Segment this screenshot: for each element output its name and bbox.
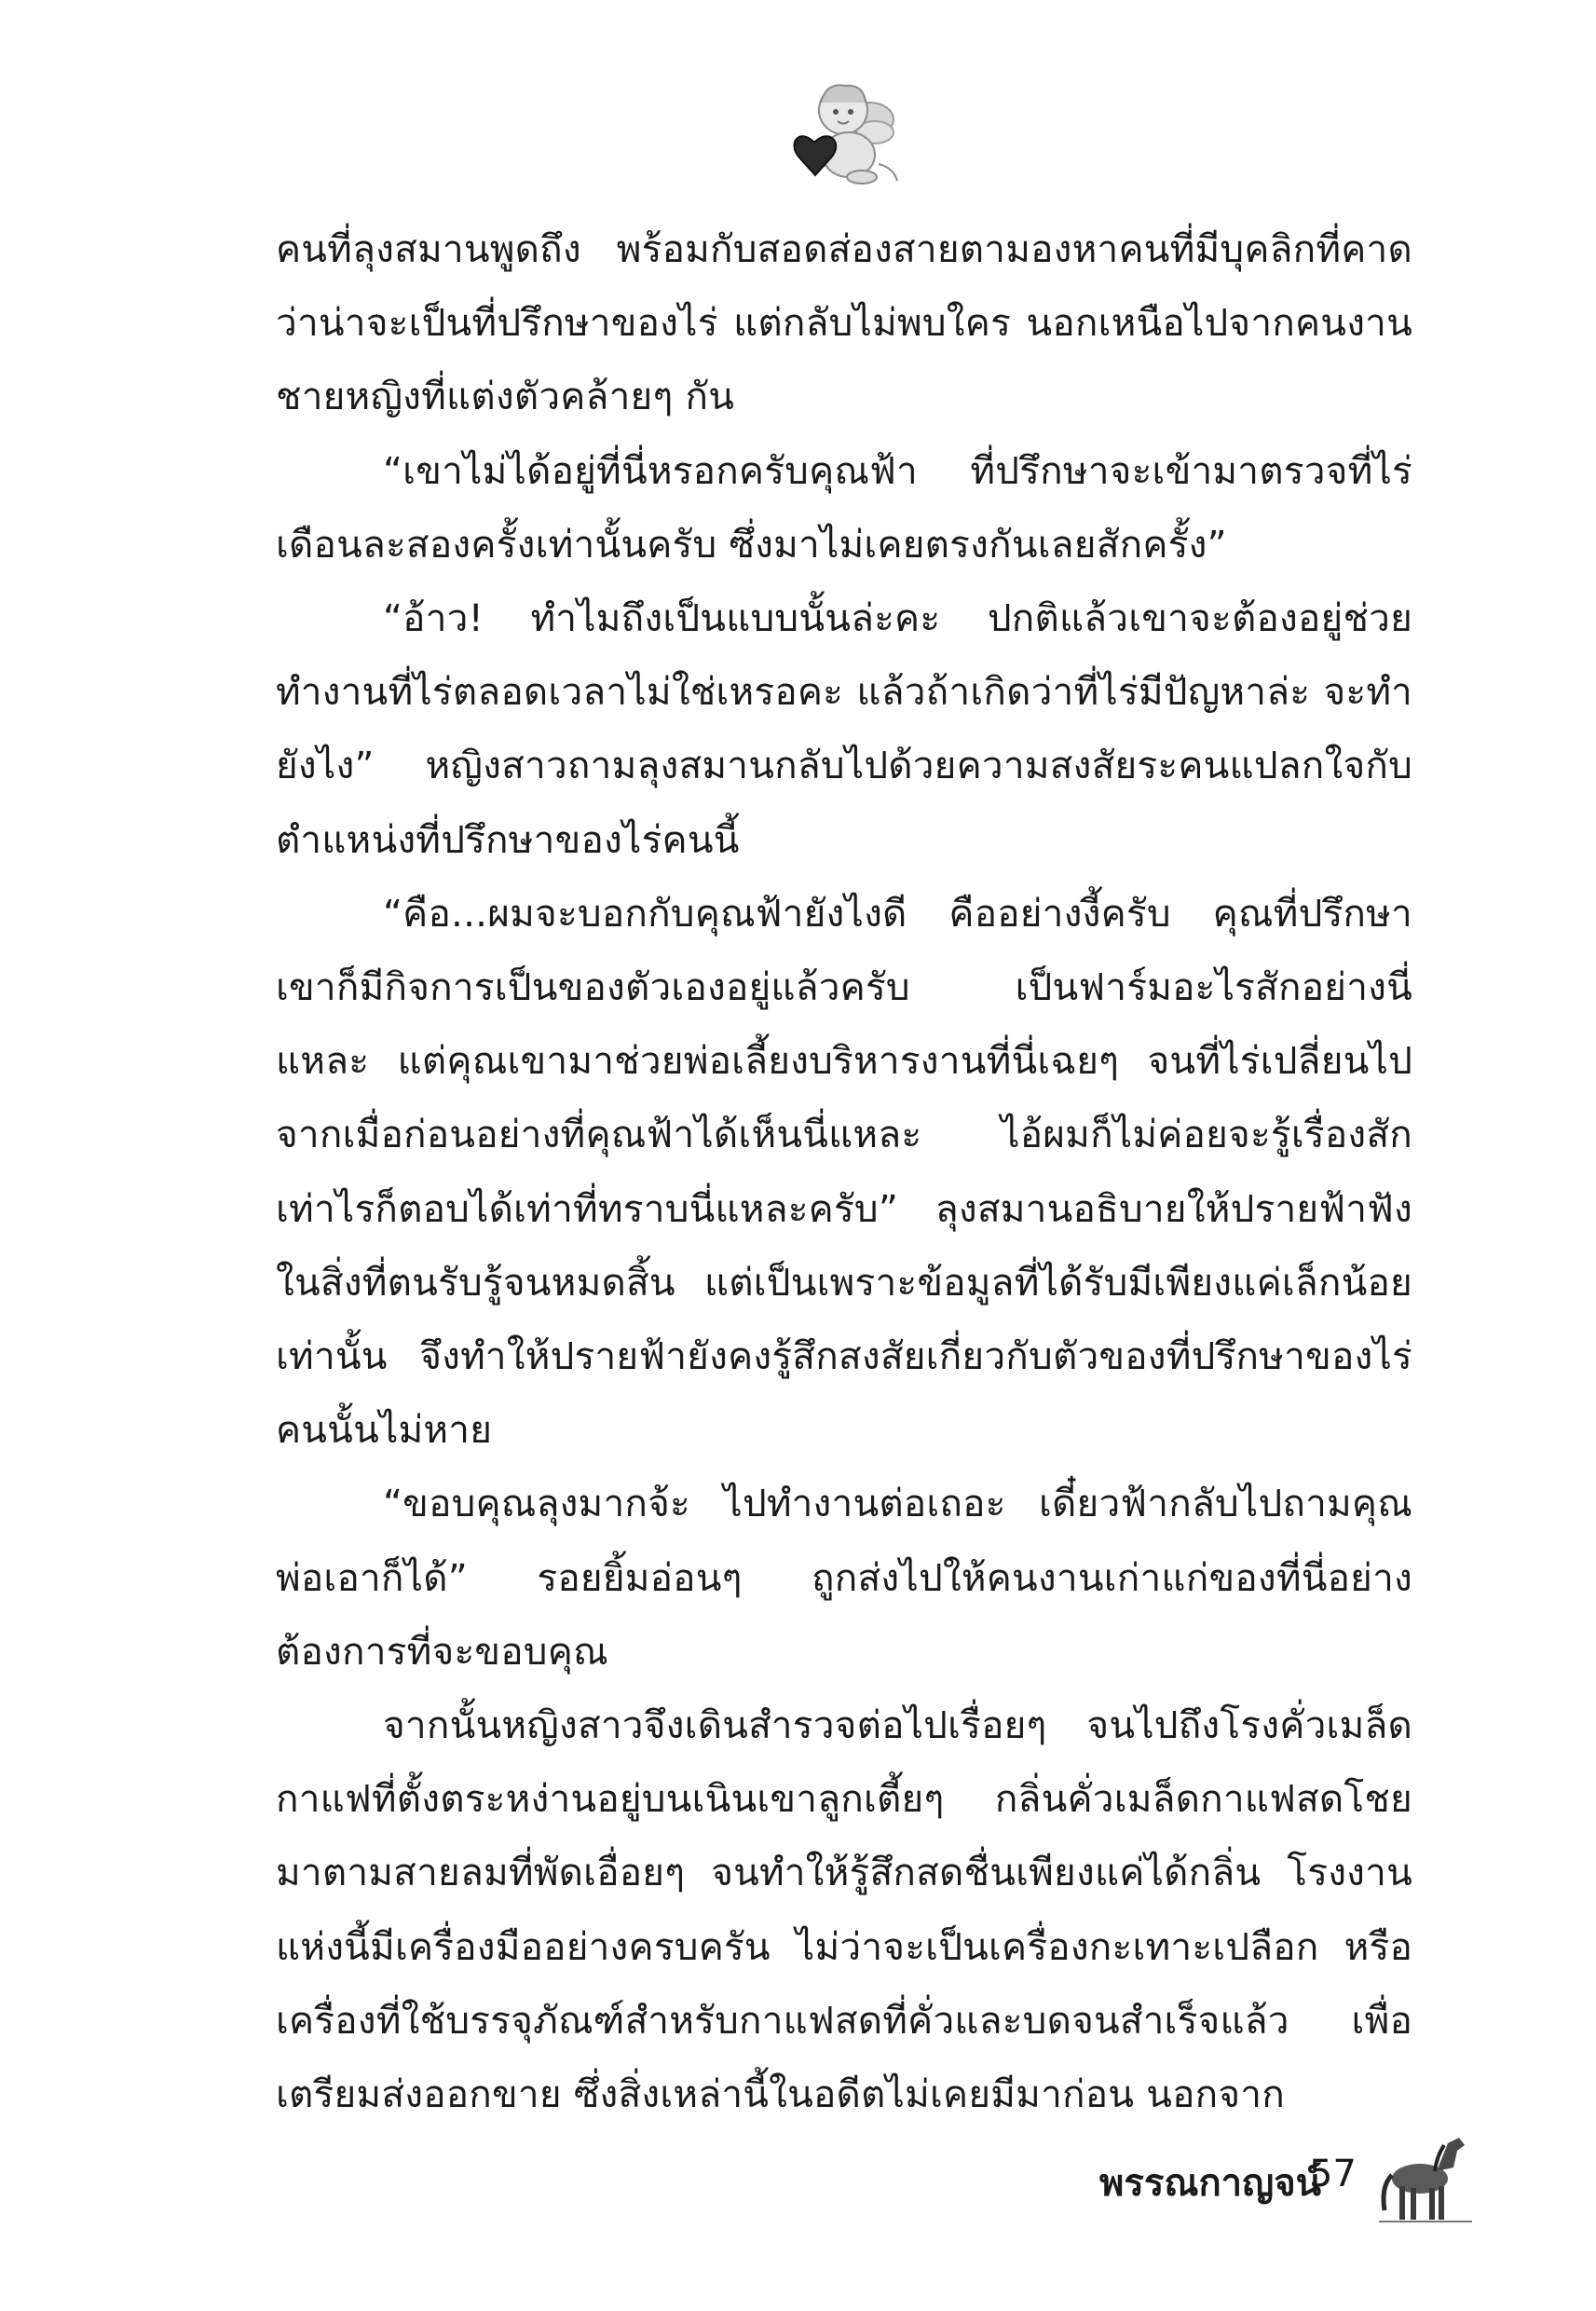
horse-icon <box>1379 2125 1472 2227</box>
paragraph: “ขอบคุณลุงมากจ้ะ ไปทำงานต่อเถอะ เดี๋ยวฟ้ากลับไปถามคุณพ่อเอาก็ได้” รอยยิ้มอ่อนๆ ถูกส่งไปให้คนงานเก่าแก่ของที่นี่อย่างต้องการที่จะขอบคุณ <box>276 1481 1412 1674</box>
paragraph: “คือ...ผมจะบอกกับคุณฟ้ายังไงดี คืออย่างงี้ครับ คุณที่ปรึกษาเขาก็มีกิจการเป็นของตัวเองอยู่แล้วครับ เป็นฟาร์มอะไรสักอย่างนี่แหละ แต่คุณเขามาช่วยพ่อเลี้ยงบริหารงานที่นี่เฉยๆ จนที่ไร่เปลี่ยนไปจากเมื่อก่อนอย่างที่คุณฟ้าได้เห็นนี่แหละ ไอ้ผมก็ไม่ค่อยจะรู้เรื่องสักเท่าไรก็ตอบได้เท่าที่ทราบนี่แหละครับ” ลุงสมานอธิบายให้ปรายฟ้าฟังในสิ่งที่ตนรับรู้จนหมดสิ้น แต่เป็นเพราะข้อมูลที่ได้รับมีเพียงแค่เล็กน้อยเท่านั้น จึงทำให้ปรายฟ้ายังคงรู้สึกสงสัยเกี่ยวกับตัวของที่ปรึกษาของไร่คนนั้นไม่หาย <box>276 890 1412 1453</box>
body-text <box>276 212 1412 2131</box>
paragraph: “เขาไม่ได้อยู่ที่นี่หรอกครับคุณฟ้า ที่ปรึกษาจะเข้ามาตรวจที่ไร่เดือนละสองครั้งเท่านั้นครับ ซึ่งมาไม่เคยตรงกันเลยสักครั้ง” <box>276 447 1412 567</box>
paragraph: “อ้าว! ทำไมถึงเป็นแบบนั้นล่ะคะ ปกติแล้วเขาจะต้องอยู่ช่วยทำงานที่ไร่ตลอดเวลาไม่ใช่เหรอคะ แล้วถ้าเกิดว่าที่ไร่มีปัญหาล่ะ จะทำยังไง” หญิงสาวถามลุงสมานกลับไปด้วยความสงสัยระคนแปลกใจกับตำแหน่งที่ปรึกษาของไร่คนนี้ <box>276 595 1412 862</box>
page-number: 57 <box>1309 2153 1357 2195</box>
page-footer <box>1099 2134 1453 2246</box>
cupid-with-heart-icon <box>778 75 908 186</box>
paragraph: จากนั้นหญิงสาวจึงเดินสำรวจต่อไปเรื่อยๆ จนไปถึงโรงคั่วเมล็ดกาแฟที่ตั้งตระหง่านอยู่บนเนินเขาลูกเตี้ยๆ กลิ่นคั่วเมล็ดกาแฟสดโชยมาตามสายลมที่พัดเอื่อยๆ จนทำให้รู้สึกสดชื่นเพียงแค่ได้กลิ่น โรงงานแห่งนี้มีเครื่องมืออย่างครบครัน ไม่ว่าจะเป็นเครื่องกะเทาะเปลือก หรือเครื่องที่ใช้บรรจุภัณฑ์สำหรับกาแฟสดที่คั่วและบดจนสำเร็จแล้ว เพื่อเตรียมส่งออกขาย ซึ่งสิ่งเหล่านี้ในอดีตไม่เคยมีมาก่อน นอกจาก <box>276 1702 1412 2117</box>
paragraph: คนที่ลุงสมานพูดถึง พร้อมกับสอดส่องสายตามองหาคนที่มีบุคลิกที่คาดว่าน่าจะเป็นที่ปรึกษาของไร่ แต่กลับไม่พบใคร นอกเหนือไปจากคนงานชายหญิงที่แต่งตัวคล้ายๆ กัน <box>276 226 1412 419</box>
author-name: พรรณกาญจน์ <box>1099 2162 1321 2205</box>
